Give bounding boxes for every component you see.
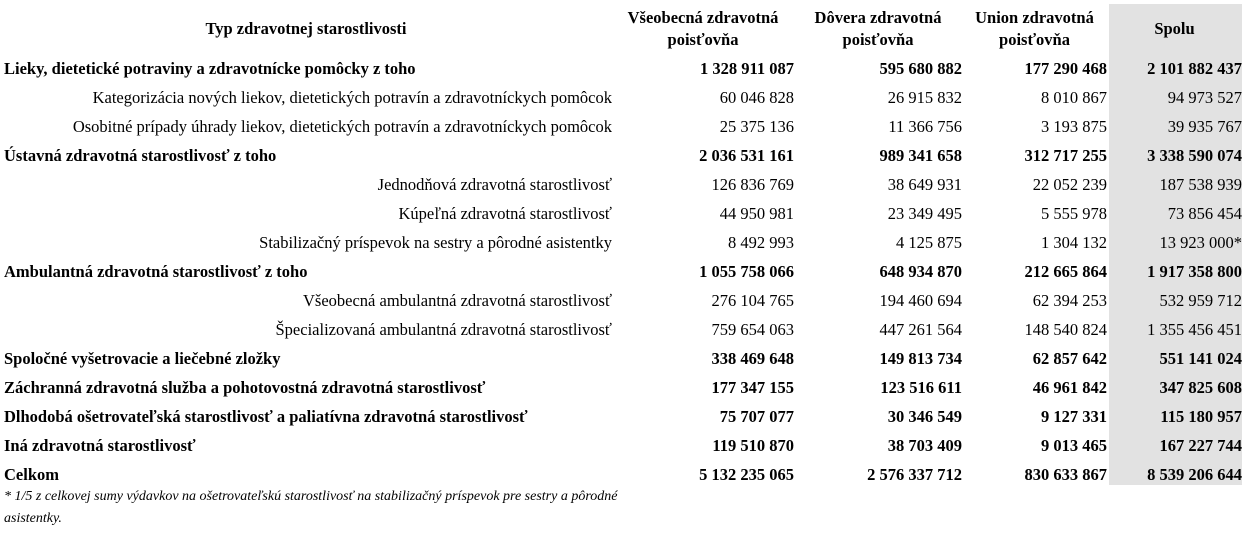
table-row bbox=[0, 373, 1242, 402]
table-row bbox=[0, 228, 1242, 257]
value-dovera: 38 649 931 bbox=[887, 174, 962, 194]
table-row bbox=[0, 431, 1242, 460]
value-vszp: 1 328 911 087 bbox=[700, 58, 794, 78]
value-dovera: 2 576 337 712 bbox=[867, 464, 962, 484]
row-label: Celkom bbox=[4, 464, 59, 484]
row-label: Ambulantná zdravotná starostlivosť z toho bbox=[4, 261, 308, 281]
value-dovera: 38 703 409 bbox=[887, 435, 962, 455]
value-spolu: 3 338 590 074 bbox=[1147, 145, 1242, 165]
row-label: Spoločné vyšetrovacie a liečebné zložky bbox=[4, 348, 281, 368]
value-vszp: 177 347 155 bbox=[711, 377, 794, 397]
table-row bbox=[0, 170, 1242, 199]
table-row bbox=[0, 141, 1242, 170]
table-row bbox=[0, 344, 1242, 373]
value-spolu: 347 825 608 bbox=[1159, 377, 1242, 397]
value-vszp: 25 375 136 bbox=[719, 116, 794, 136]
value-spolu: 73 856 454 bbox=[1167, 203, 1242, 223]
table-row bbox=[0, 402, 1242, 431]
table-row bbox=[0, 286, 1242, 315]
header-spolu: Spolu bbox=[1154, 19, 1195, 38]
value-union: 9 127 331 bbox=[1041, 406, 1107, 426]
value-spolu: 39 935 767 bbox=[1167, 116, 1242, 136]
value-union: 1 304 132 bbox=[1041, 232, 1107, 252]
value-dovera: 447 261 564 bbox=[879, 319, 962, 339]
footnote: * 1/5 z celkovej sumy výdavkov na ošetrovateľskú starostlivosť na stabilizačný príspevok pre sestry a pôrodné asistentky. bbox=[4, 489, 618, 526]
value-spolu: 2 101 882 437 bbox=[1147, 58, 1242, 78]
value-union: 8 010 867 bbox=[1041, 87, 1107, 107]
value-vszp: 1 055 758 066 bbox=[699, 261, 794, 281]
header-dovera: Dôvera zdravotná poisťovňa bbox=[814, 8, 942, 49]
value-spolu: 13 923 000* bbox=[1159, 232, 1242, 252]
table-row bbox=[0, 315, 1242, 344]
value-vszp: 8 492 993 bbox=[728, 232, 794, 252]
value-union: 148 540 824 bbox=[1024, 319, 1107, 339]
value-spolu: 94 973 527 bbox=[1167, 87, 1242, 107]
row-label: Ústavná zdravotná starostlivosť z toho bbox=[4, 145, 277, 165]
value-union: 312 717 255 bbox=[1024, 145, 1107, 165]
row-label: Stabilizačný príspevok na sestry a pôrodné asistentky bbox=[259, 232, 612, 252]
row-label: Osobitné prípady úhrady liekov, dietetických potravín a zdravotníckych pomôcok bbox=[72, 116, 612, 136]
table-row bbox=[0, 199, 1242, 228]
header-vszp: Všeobecná zdravotná poisťovňa bbox=[627, 8, 779, 49]
value-dovera: 149 813 734 bbox=[879, 348, 962, 368]
value-dovera: 989 341 658 bbox=[879, 145, 962, 165]
value-union: 3 193 875 bbox=[1041, 116, 1107, 136]
table-row bbox=[0, 54, 1242, 83]
value-vszp: 75 707 077 bbox=[719, 406, 794, 426]
value-vszp: 126 836 769 bbox=[711, 174, 794, 194]
value-union: 177 290 468 bbox=[1024, 58, 1107, 78]
value-dovera: 4 125 875 bbox=[896, 232, 962, 252]
row-label: Všeobecná ambulantná zdravotná starostlivosť bbox=[303, 290, 612, 310]
value-spolu: 1 355 456 451 bbox=[1147, 319, 1242, 339]
table-row bbox=[0, 257, 1242, 286]
value-vszp: 276 104 765 bbox=[711, 290, 794, 310]
row-label: Lieky, dietetické potraviny a zdravotnícke pomôcky z toho bbox=[4, 58, 416, 78]
value-dovera: 30 346 549 bbox=[887, 406, 962, 426]
row-label: Dlhodobá ošetrovateľská starostlivosť a paliatívna zdravotná starostlivosť bbox=[4, 406, 528, 426]
value-union: 5 555 978 bbox=[1041, 203, 1107, 223]
value-spolu: 8 539 206 644 bbox=[1147, 464, 1242, 484]
header-type: Typ zdravotnej starostlivosti bbox=[205, 19, 407, 38]
total-row bbox=[0, 460, 1242, 489]
value-vszp: 5 132 235 065 bbox=[699, 464, 794, 484]
value-dovera: 23 349 495 bbox=[887, 203, 962, 223]
row-label: Záchranná zdravotná služba a pohotovostná zdravotná starostlivosť bbox=[4, 377, 486, 397]
value-spolu: 1 917 358 800 bbox=[1147, 261, 1242, 281]
table-header-row bbox=[0, 4, 1242, 54]
health-care-expenditure-table bbox=[0, 4, 1242, 489]
row-label: Kategorizácia nových liekov, dietetických potravín a zdravotníckych pomôcok bbox=[92, 87, 612, 107]
row-label: Iná zdravotná starostlivosť bbox=[4, 435, 196, 455]
value-dovera: 26 915 832 bbox=[887, 87, 962, 107]
value-union: 830 633 867 bbox=[1024, 464, 1107, 484]
value-vszp: 44 950 981 bbox=[719, 203, 794, 223]
value-vszp: 2 036 531 161 bbox=[699, 145, 794, 165]
value-dovera: 123 516 611 bbox=[880, 377, 962, 397]
value-vszp: 119 510 870 bbox=[712, 435, 794, 455]
value-union: 46 961 842 bbox=[1032, 377, 1107, 397]
value-spolu: 115 180 957 bbox=[1160, 406, 1242, 426]
value-union: 9 013 465 bbox=[1041, 435, 1107, 455]
value-dovera: 11 366 756 bbox=[888, 116, 962, 136]
header-union: Union zdravotná poisťovňa bbox=[975, 8, 1094, 49]
value-spolu: 167 227 744 bbox=[1159, 435, 1242, 455]
value-vszp: 338 469 648 bbox=[711, 348, 794, 368]
table-row bbox=[0, 112, 1242, 141]
value-dovera: 595 680 882 bbox=[879, 58, 962, 78]
value-spolu: 187 538 939 bbox=[1159, 174, 1242, 194]
row-label: Jednodňová zdravotná starostlivosť bbox=[377, 174, 612, 194]
table-row bbox=[0, 83, 1242, 112]
value-vszp: 60 046 828 bbox=[719, 87, 794, 107]
value-union: 22 052 239 bbox=[1032, 174, 1107, 194]
row-label: Kúpeľná zdravotná starostlivosť bbox=[398, 203, 612, 223]
value-vszp: 759 654 063 bbox=[711, 319, 794, 339]
row-label: Špecializovaná ambulantná zdravotná starostlivosť bbox=[275, 319, 612, 339]
value-union: 62 857 642 bbox=[1032, 348, 1107, 368]
value-union: 62 394 253 bbox=[1032, 290, 1107, 310]
value-spolu: 551 141 024 bbox=[1159, 348, 1242, 368]
value-dovera: 194 460 694 bbox=[879, 290, 962, 310]
value-union: 212 665 864 bbox=[1024, 261, 1107, 281]
value-spolu: 532 959 712 bbox=[1159, 290, 1242, 310]
value-dovera: 648 934 870 bbox=[879, 261, 962, 281]
